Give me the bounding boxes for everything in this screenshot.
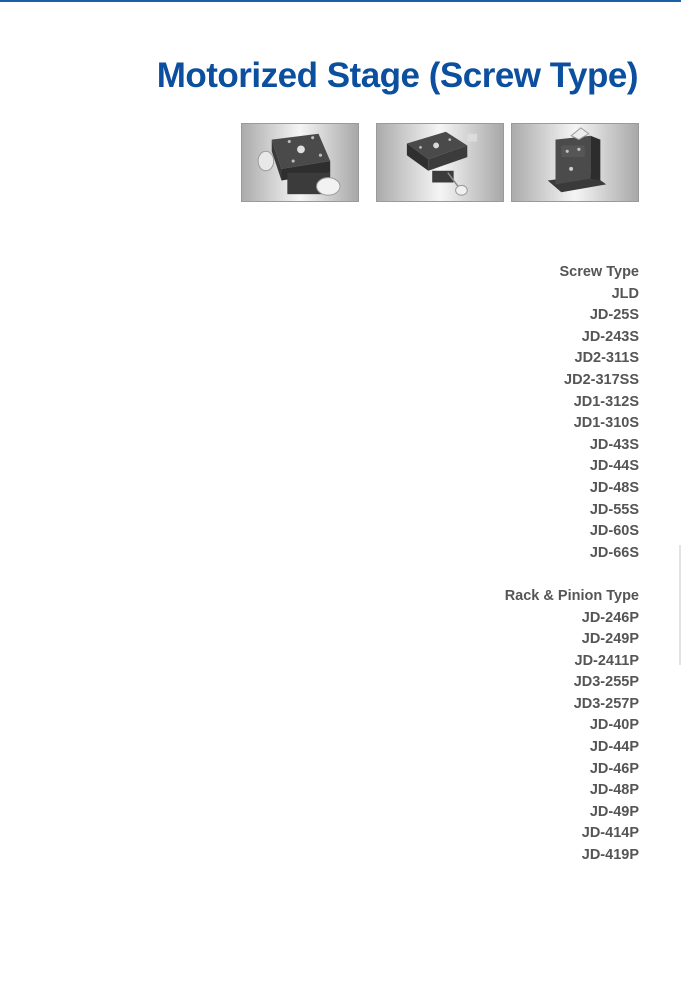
model-item: JD-2411P [574,652,639,669]
model-item: JD-40P [589,717,639,734]
model-item: JD1-310S [573,415,639,432]
model-item: JD-25S [589,307,639,324]
model-item: JD-46P [589,760,639,777]
model-item: JD-243S [581,328,639,345]
model-item: JD1-312S [573,393,639,410]
model-item: JD2-317SS [564,371,639,388]
model-item: JD-419P [581,847,639,864]
z-stage-photo [511,123,639,202]
model-index [505,262,639,867]
xy-stage-illustration [242,124,358,201]
model-item: JD-43S [589,436,639,453]
model-item: JD3-255P [573,674,639,691]
group-heading-rack-pinion-type: Rack & Pinion Type [504,587,639,604]
model-item: JD2-311S [574,350,639,367]
xy-stage-photo [241,123,359,202]
model-item: JD-60S [589,523,639,540]
model-item: JD-44P [589,739,639,756]
rack-pinion-type-group [505,586,639,867]
model-item: JD-246P [581,609,639,626]
model-item: JD-48S [589,479,639,496]
group-heading-screw-type: Screw Type [559,264,639,280]
model-item: JD-249P [581,631,639,648]
top-divider [0,0,681,2]
xz-stage-illustration [377,124,503,201]
model-item: JD3-257P [573,695,639,712]
z-stage-illustration [512,124,638,201]
screw-type-model-list [505,284,639,565]
model-item: JD-414P [581,825,639,842]
screw-type-group [505,262,639,564]
model-item: JLD [611,285,639,302]
xz-stage-photo [376,123,504,202]
page-title: Motorized Stage (Screw Type) [156,56,638,95]
model-item: JD-66S [589,544,639,561]
model-item: JD-48P [589,782,639,799]
model-item: JD-49P [589,803,639,820]
model-item: JD-44S [589,458,639,475]
rack-pinion-model-list [505,608,639,867]
model-item: JD-55S [589,501,639,518]
